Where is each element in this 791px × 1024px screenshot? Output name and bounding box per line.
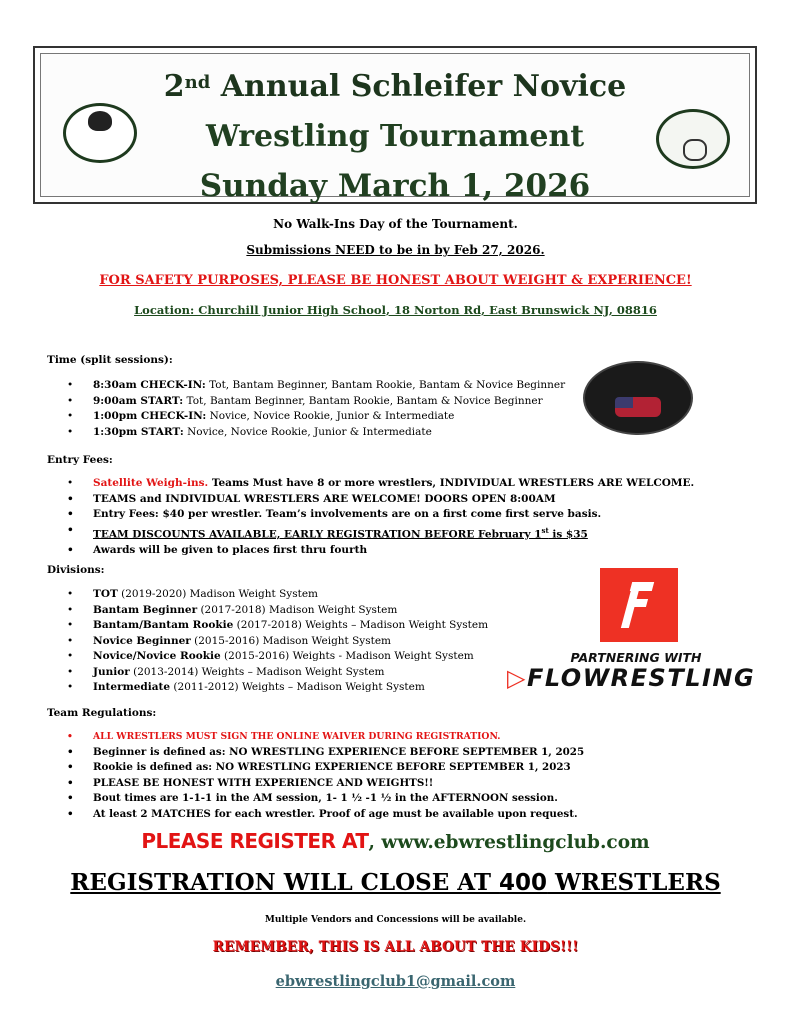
time-heading: Time (split sessions): — [47, 354, 173, 366]
regulation-item: • Bout times are 1-1-1 in the AM session, 1- 1 ½ -1 ½ in the AFTERNOON session. — [67, 791, 584, 807]
division-item: • Novice Beginner (2015-2016) Madison Weight System — [67, 634, 488, 650]
time-list — [67, 378, 565, 440]
regulation-item-waiver: • ALL WRESTLERS MUST SIGN THE ONLINE WAIVER DURING REGISTRATION. — [67, 729, 584, 745]
contact-email-link[interactable]: ebwrestlingclub1@gmail.com — [275, 973, 516, 990]
flo-f-icon — [627, 582, 653, 628]
division-item: • Intermediate (2011-2012) Weights – Madison Weight System — [67, 680, 488, 696]
submission-deadline: Submissions NEED to be in by Feb 27, 2026. — [246, 243, 545, 257]
partnering-with-label: PARTNERING WITH — [570, 650, 702, 665]
division-item: • Novice/Novice Rookie (2015-2016) Weights - Madison Weight System — [67, 649, 488, 665]
regulations-list — [67, 729, 584, 822]
bear-club-logo — [63, 103, 137, 163]
fee-item-discount: • TEAM DISCOUNTS AVAILABLE, EARLY REGISTRATION BEFORE February 1st is $35 — [67, 523, 694, 543]
fee-item: • Entry Fees: $40 per wrestler. Team’s involvements are on a first come first serve basis. — [67, 507, 694, 523]
divisions-list — [67, 587, 488, 696]
fee-item: • Satellite Weigh-ins. Teams Must have 8 or more wrestlers, INDIVIDUAL WRESTLERS ARE WELCOME. — [67, 476, 694, 492]
event-date: Sunday March 1, 2026 — [199, 168, 591, 204]
divisions-heading: Divisions: — [47, 564, 105, 576]
regulation-item: • At least 2 MATCHES for each wrestler. Proof of age must be available upon request. — [67, 807, 584, 823]
division-item: • Junior (2013-2014) Weights – Madison Weight System — [67, 665, 488, 681]
fee-item: • Awards will be given to places first thru fourth — [67, 543, 694, 559]
remember-banner: REMEMBER, THIS IS ALL ABOUT THE KIDS!!! — [212, 939, 579, 955]
regulation-item: • Beginner is defined as: NO WRESTLING EXPERIENCE BEFORE SEPTEMBER 1, 2025 — [67, 745, 584, 761]
fees-heading: Entry Fees: — [47, 454, 113, 466]
no-walkins-notice: No Walk-Ins Day of the Tournament. — [273, 217, 518, 231]
flag-icon — [615, 397, 661, 417]
flowrestling-wordmark: ▷FLOWRESTLING — [507, 664, 756, 692]
fees-list — [67, 476, 694, 558]
flo-logo — [600, 568, 678, 642]
division-item: • TOT (2019-2020) Madison Weight System — [67, 587, 488, 603]
time-item: • 9:00am START: Tot, Bantam Beginner, Bantam Rookie, Bantam & Novice Beginner — [67, 394, 565, 410]
registration-close-notice: REGISTRATION WILL CLOSE AT 400 WRESTLERS — [70, 869, 721, 896]
title-superscript: nd — [184, 72, 211, 93]
vendors-notice: Multiple Vendors and Concessions will be available. — [264, 915, 527, 925]
division-item: • Bantam/Bantam Rookie (2017-2018) Weights – Madison Weight System — [67, 618, 488, 634]
regulation-item: • PLEASE BE HONEST WITH EXPERIENCE AND WEIGHTS!! — [67, 776, 584, 792]
title-prefix: 2 — [163, 69, 185, 104]
flo-mark-icon: ▷ — [507, 664, 527, 692]
time-item: • 8:30am CHECK-IN: Tot, Bantam Beginner, Bantam Rookie, Bantam & Novice Beginner — [67, 378, 565, 394]
wrestlers-icon — [683, 139, 707, 161]
register-line — [0, 829, 791, 853]
register-url[interactable]: , www.ebwrestlingclub.com — [368, 832, 650, 853]
regulation-item: • Rookie is defined as: NO WRESTLING EXPERIENCE BEFORE SEPTEMBER 1, 2023 — [67, 760, 584, 776]
title-line-1-rest: Annual Schleifer Novice — [210, 69, 627, 104]
regulations-heading: Team Regulations: — [47, 707, 157, 719]
time-item: • 1:30pm START: Novice, Novice Rookie, Junior & Intermediate — [67, 425, 565, 441]
title-line-1 — [41, 69, 749, 105]
anniversary-club-logo — [583, 361, 693, 435]
register-label: PLEASE REGISTER AT — [141, 829, 369, 853]
wrestling-club-logo — [656, 109, 730, 169]
location-link[interactable]: Location: Churchill Junior High School, 18 Norton Rd, East Brunswick NJ, 08816 — [134, 303, 657, 317]
title-banner-inner — [40, 53, 750, 204]
bear-icon — [88, 111, 112, 131]
time-item: • 1:00pm CHECK-IN: Novice, Novice Rookie, Junior & Intermediate — [67, 409, 565, 425]
division-item: • Bantam Beginner (2017-2018) Madison Weight System — [67, 603, 488, 619]
fee-item: • TEAMS and INDIVIDUAL WRESTLERS ARE WELCOME! DOORS OPEN 8:00AM — [67, 492, 694, 508]
title-line-2: Wrestling Tournament — [205, 119, 585, 154]
title-banner — [33, 46, 757, 204]
safety-notice: FOR SAFETY PURPOSES, PLEASE BE HONEST ABOUT WEIGHT & EXPERIENCE! — [99, 273, 692, 288]
